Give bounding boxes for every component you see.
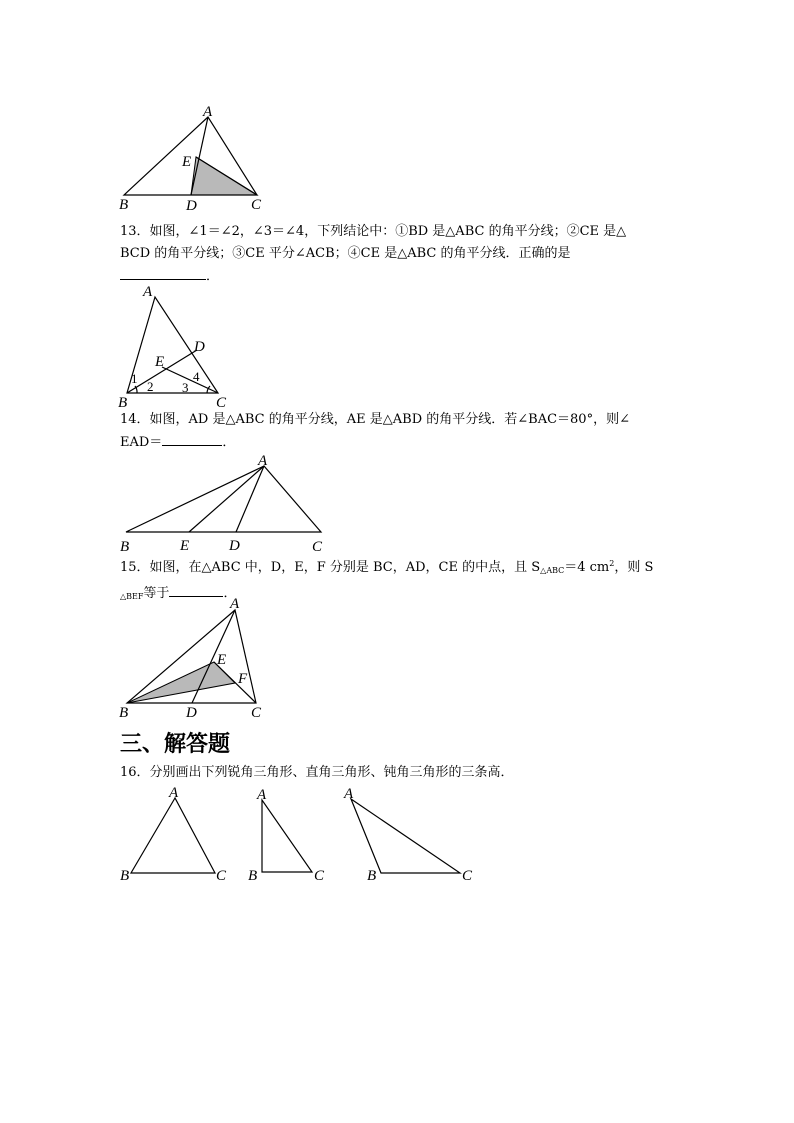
acute-triangle: [120, 785, 227, 884]
label-e: E: [182, 154, 192, 170]
acute-label-c: C: [216, 868, 227, 884]
acute-label-a: A: [169, 785, 179, 801]
triangle-abc: [126, 466, 321, 532]
segment-ad: [236, 466, 264, 532]
label-e: E: [155, 354, 165, 370]
subscript-bef: △BEF: [120, 592, 144, 601]
label-b: B: [120, 539, 130, 555]
obtuse-triangle-abc: [351, 799, 460, 873]
label-e: E: [217, 652, 227, 668]
figure-q14: [110, 450, 340, 555]
acute-triangle-abc: [131, 798, 215, 873]
answer-blank-13[interactable]: [120, 265, 206, 280]
question-15-text-4: 等于: [143, 586, 170, 601]
segment-ae: [189, 466, 264, 532]
label-f: F: [238, 671, 248, 687]
question-14-line-2-text: EAD＝: [120, 435, 163, 450]
question-14-tail: ．: [222, 435, 236, 450]
label-a: A: [230, 596, 240, 612]
angle-label-3: 3: [182, 380, 189, 395]
question-16-text: 16．分别画出下列锐角三角形、直角三角形、钝角三角形的三条高．: [120, 765, 514, 780]
obtuse-label-b: B: [367, 868, 377, 884]
figure-q13: [110, 280, 250, 410]
question-13: [120, 221, 680, 288]
label-c: C: [216, 395, 227, 411]
right-label-b: B: [248, 868, 258, 884]
question-13-line-2: BCD 的角平分线；③CE 平分∠ACB；④CE 是△ABC 的角平分线．正确的是: [120, 246, 571, 261]
angle-label-4: 4: [193, 369, 200, 384]
label-a: A: [258, 453, 268, 469]
right-triangle: [248, 787, 325, 884]
acute-label-b: B: [120, 868, 130, 884]
label-a: A: [203, 104, 213, 120]
figure-q12: [110, 100, 280, 215]
question-14: [120, 409, 680, 454]
question-15-tail: ．: [223, 586, 237, 601]
question-15-text-3: ，则 S: [614, 560, 654, 575]
label-b: B: [118, 395, 128, 411]
label-a: A: [143, 284, 153, 300]
segment-ad: [192, 610, 235, 703]
shaded-triangle-bef: [127, 662, 235, 703]
subscript-abc: △ABC: [540, 566, 565, 575]
obtuse-label-c: C: [462, 868, 473, 884]
right-triangle-abc: [262, 800, 312, 872]
label-d: D: [186, 198, 197, 214]
question-14-line-1: 14．如图，AD 是△ABC 的角平分线，AE 是△ABD 的角平分线．若∠BAC＝80°，则∠: [120, 412, 630, 427]
obtuse-triangle: [343, 786, 473, 884]
question-13-tail: ．: [206, 269, 220, 284]
label-c: C: [251, 705, 262, 721]
right-label-a: A: [257, 787, 267, 803]
question-15-text-2: ＝4 cm: [564, 560, 610, 575]
section-heading-3: 三、解答题: [120, 732, 231, 757]
answer-blank-14[interactable]: [162, 431, 222, 446]
question-13-line-1: 13．如图，∠1＝∠2，∠3＝∠4，下列结论中：①BD 是△ABC 的角平分线；②CE 是△: [120, 224, 627, 239]
obtuse-label-a: A: [344, 786, 354, 802]
figure-q15: [110, 590, 280, 720]
question-15-line-1: [120, 553, 680, 582]
angle-label-2: 2: [147, 379, 154, 394]
label-d: D: [194, 339, 205, 355]
angle-label-1: 1: [131, 371, 138, 386]
label-c: C: [312, 539, 323, 555]
figure-q16: [110, 780, 490, 890]
question-15-text-1: 15．如图，在△ABC 中，D，E，F 分别是 BC，AD，CE 的中点，且 S: [120, 560, 541, 575]
label-d: D: [229, 538, 240, 554]
label-c: C: [251, 197, 262, 213]
label-e: E: [180, 538, 190, 554]
superscript-2: 2: [609, 559, 615, 568]
label-b: B: [119, 705, 129, 721]
label-d: D: [186, 705, 197, 721]
right-label-c: C: [314, 868, 325, 884]
label-b: B: [119, 197, 129, 213]
